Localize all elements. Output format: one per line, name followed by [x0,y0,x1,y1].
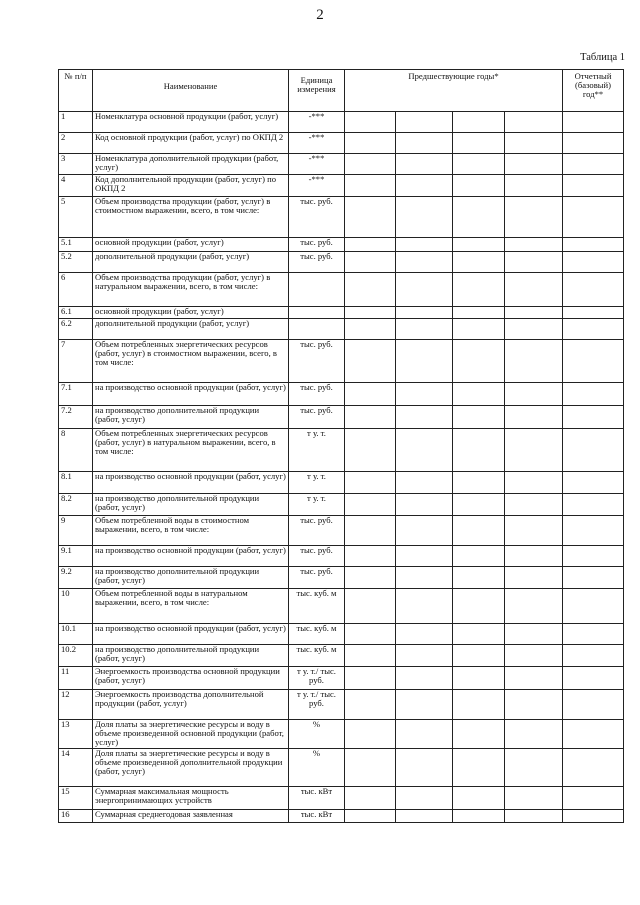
row-number: 15 [59,787,93,810]
row-unit: тыс. куб. м [289,645,345,667]
row-unit: т у. т. [289,494,345,516]
row-number: 5.1 [59,238,93,252]
year-cell [345,494,396,516]
row-name: Объем потребленных энергетических ресурсов (работ, услуг) в натуральном выражении, всего, в том числе: [93,429,289,472]
year-cell [505,340,563,383]
row-number: 5 [59,197,93,238]
year-cell [396,645,453,667]
year-cell [505,252,563,273]
table-row [59,307,624,319]
row-name: дополнительной продукции (работ, услуг) [93,252,289,273]
row-unit: тыс. руб. [289,406,345,429]
row-unit: тыс. куб. м [289,589,345,624]
row-name: Доля платы за энергетические ресурсы и воду в объеме произведенной основной продукции (работ, услуг) [93,720,289,749]
row-number: 12 [59,690,93,720]
year-cell [453,690,505,720]
row-name: Объем потребленной воды в натуральном выражении, всего, в том числе: [93,589,289,624]
year-cell [396,810,453,823]
table-row [59,112,624,133]
year-cell [453,252,505,273]
row-unit: тыс. руб. [289,340,345,383]
table-row [59,546,624,567]
year-cell [505,787,563,810]
year-cell [505,133,563,154]
year-cell [396,494,453,516]
table-row [59,720,624,749]
row-unit: т у. т./ тыс. руб. [289,667,345,690]
year-cell [505,319,563,340]
table-row [59,667,624,690]
report-year-cell [563,406,624,429]
row-name: Объем потребленных энергетических ресурсов (работ, услуг) в стоимостном выражении, всего, в том числе: [93,340,289,383]
row-unit: т у. т. [289,429,345,472]
row-name: Объем производства продукции (работ, услуг) в стоимостном выражении, всего, в том числе: [93,197,289,238]
data-table [58,69,624,823]
header-unit: Единица измерения [289,70,345,112]
year-cell [505,472,563,494]
row-name: на производство основной продукции (работ, услуг) [93,546,289,567]
year-cell [345,516,396,546]
row-name: Код дополнительной продукции (работ, услуг) по ОКПД 2 [93,175,289,197]
table-row [59,494,624,516]
year-cell [345,307,396,319]
year-cell [453,238,505,252]
year-cell [345,340,396,383]
year-cell [396,472,453,494]
row-name: Код основной продукции (работ, услуг) по ОКПД 2 [93,133,289,154]
year-cell [453,133,505,154]
report-year-cell [563,175,624,197]
table-row [59,273,624,307]
year-cell [345,589,396,624]
year-cell [505,307,563,319]
year-cell [345,238,396,252]
year-cell [505,690,563,720]
row-unit: тыс. кВт [289,810,345,823]
row-unit [289,307,345,319]
year-cell [345,133,396,154]
table-row [59,567,624,589]
year-cell [396,319,453,340]
row-name: на производство дополнительной продукции (работ, услуг) [93,567,289,589]
row-name: Суммарная максимальная мощность энергопринимающих устройств [93,787,289,810]
year-cell [453,406,505,429]
year-cell [396,720,453,749]
report-year-cell [563,810,624,823]
header-report-year: Отчетный (базовый) год** [563,70,624,112]
row-number: 14 [59,749,93,787]
year-cell [505,154,563,175]
year-cell [453,787,505,810]
table-header-row [59,70,624,112]
year-cell [505,273,563,307]
table-row [59,238,624,252]
row-unit: т у. т. [289,472,345,494]
year-cell [345,624,396,645]
year-cell [505,238,563,252]
row-name: Номенклатура дополнительной продукции (работ, услуг) [93,154,289,175]
year-cell [505,175,563,197]
year-cell [345,197,396,238]
header-previous-years: Предшествующие годы* [345,70,563,112]
year-cell [505,406,563,429]
row-unit: тыс. руб. [289,546,345,567]
row-name: на производство дополнительной продукции (работ, услуг) [93,406,289,429]
report-year-cell [563,197,624,238]
year-cell [345,810,396,823]
report-year-cell [563,340,624,383]
year-cell [345,749,396,787]
year-cell [453,197,505,238]
row-number: 1 [59,112,93,133]
row-name: Объем потребленной воды в стоимостном выражении, всего, в том числе: [93,516,289,546]
report-year-cell [563,667,624,690]
year-cell [453,112,505,133]
year-cell [396,197,453,238]
report-year-cell [563,690,624,720]
year-cell [453,749,505,787]
table-row [59,787,624,810]
year-cell [505,429,563,472]
report-year-cell [563,787,624,810]
row-number: 10 [59,589,93,624]
year-cell [453,624,505,645]
row-number: 11 [59,667,93,690]
row-number: 3 [59,154,93,175]
row-name: Энергоемкость производства дополнительной продукции (работ, услуг) [93,690,289,720]
report-year-cell [563,319,624,340]
row-unit: -*** [289,112,345,133]
year-cell [396,624,453,645]
row-unit: тыс. руб. [289,383,345,406]
year-cell [505,589,563,624]
year-cell [396,667,453,690]
year-cell [453,667,505,690]
year-cell [345,787,396,810]
row-name: на производство дополнительной продукции (работ, услуг) [93,494,289,516]
table-row [59,340,624,383]
year-cell [396,406,453,429]
year-cell [345,645,396,667]
year-cell [505,720,563,749]
year-cell [396,749,453,787]
report-year-cell [563,273,624,307]
table-row [59,810,624,823]
row-unit: -*** [289,175,345,197]
year-cell [453,546,505,567]
row-number: 7.1 [59,383,93,406]
table-row [59,319,624,340]
year-cell [345,567,396,589]
year-cell [505,197,563,238]
row-number: 16 [59,810,93,823]
year-cell [345,273,396,307]
report-year-cell [563,383,624,406]
row-number: 2 [59,133,93,154]
report-year-cell [563,307,624,319]
table-row [59,406,624,429]
year-cell [505,645,563,667]
row-unit: тыс. руб. [289,197,345,238]
row-number: 9.2 [59,567,93,589]
row-name: Объем производства продукции (работ, услуг) в натуральном выражении, всего, в том числе: [93,273,289,307]
report-year-cell [563,154,624,175]
year-cell [345,546,396,567]
report-year-cell [563,494,624,516]
row-name: на производство основной продукции (работ, услуг) [93,383,289,406]
year-cell [505,749,563,787]
year-cell [453,589,505,624]
year-cell [396,546,453,567]
table-caption: Таблица 1 [580,52,625,63]
year-cell [453,319,505,340]
row-unit [289,273,345,307]
row-number: 13 [59,720,93,749]
row-name: Номенклатура основной продукции (работ, услуг) [93,112,289,133]
table-row [59,690,624,720]
year-cell [453,154,505,175]
year-cell [396,112,453,133]
year-cell [345,383,396,406]
year-cell [453,810,505,823]
row-unit: % [289,720,345,749]
row-number: 5.2 [59,252,93,273]
row-name: на производство дополнительной продукции (работ, услуг) [93,645,289,667]
year-cell [453,494,505,516]
row-name: основной продукции (работ, услуг) [93,238,289,252]
year-cell [345,175,396,197]
report-year-cell [563,238,624,252]
row-number: 6 [59,273,93,307]
year-cell [505,546,563,567]
row-number: 9 [59,516,93,546]
table-row [59,624,624,645]
row-name: на производство основной продукции (работ, услуг) [93,624,289,645]
year-cell [396,429,453,472]
year-cell [396,340,453,383]
report-year-cell [563,252,624,273]
year-cell [396,154,453,175]
year-cell [453,645,505,667]
row-unit: тыс. руб. [289,567,345,589]
table-row [59,175,624,197]
year-cell [396,383,453,406]
year-cell [345,252,396,273]
row-unit: -*** [289,154,345,175]
year-cell [505,624,563,645]
report-year-cell [563,546,624,567]
year-cell [345,154,396,175]
year-cell [396,690,453,720]
year-cell [396,516,453,546]
row-number: 10.2 [59,645,93,667]
year-cell [396,273,453,307]
row-unit [289,319,345,340]
table-row [59,589,624,624]
row-unit: тыс. кВт [289,787,345,810]
table-row [59,429,624,472]
row-number: 8.1 [59,472,93,494]
row-unit: % [289,749,345,787]
row-name: Доля платы за энергетические ресурсы и воду в объеме произведенной дополнительной продукции (работ, услуг) [93,749,289,787]
year-cell [345,112,396,133]
year-cell [345,406,396,429]
row-number: 7.2 [59,406,93,429]
table-row [59,154,624,175]
row-number: 6.1 [59,307,93,319]
year-cell [505,567,563,589]
table-row [59,749,624,787]
year-cell [505,112,563,133]
row-name: на производство основной продукции (работ, услуг) [93,472,289,494]
row-number: 9.1 [59,546,93,567]
year-cell [453,340,505,383]
year-cell [453,429,505,472]
row-name: Суммарная среднегодовая заявленная [93,810,289,823]
year-cell [396,238,453,252]
report-year-cell [563,133,624,154]
year-cell [396,133,453,154]
row-number: 7 [59,340,93,383]
year-cell [505,667,563,690]
year-cell [505,383,563,406]
table-row [59,383,624,406]
report-year-cell [563,472,624,494]
row-number: 6.2 [59,319,93,340]
report-year-cell [563,645,624,667]
header-num: № п/п [59,70,93,112]
year-cell [453,472,505,494]
row-unit: тыс. куб. м [289,624,345,645]
row-unit: т у. т./ тыс. руб. [289,690,345,720]
year-cell [453,383,505,406]
table-row [59,516,624,546]
report-year-cell [563,567,624,589]
row-number: 10.1 [59,624,93,645]
year-cell [453,273,505,307]
year-cell [396,252,453,273]
report-year-cell [563,720,624,749]
row-number: 4 [59,175,93,197]
year-cell [396,307,453,319]
row-unit: тыс. руб. [289,516,345,546]
table-row [59,252,624,273]
row-unit: тыс. руб. [289,252,345,273]
table-row [59,133,624,154]
report-year-cell [563,624,624,645]
year-cell [396,175,453,197]
year-cell [345,319,396,340]
year-cell [345,720,396,749]
header-name: Наименование [93,70,289,112]
year-cell [505,810,563,823]
page-number: 2 [316,7,324,23]
table-row [59,472,624,494]
row-name: основной продукции (работ, услуг) [93,307,289,319]
year-cell [345,429,396,472]
year-cell [396,567,453,589]
report-year-cell [563,749,624,787]
row-number: 8.2 [59,494,93,516]
report-year-cell [563,589,624,624]
year-cell [396,589,453,624]
row-number: 8 [59,429,93,472]
row-unit: -*** [289,133,345,154]
table-row [59,197,624,238]
year-cell [345,472,396,494]
table-row [59,645,624,667]
report-year-cell [563,429,624,472]
year-cell [505,516,563,546]
year-cell [453,516,505,546]
row-name: Энергоемкость производства основной продукции (работ, услуг) [93,667,289,690]
row-unit: тыс. руб. [289,238,345,252]
year-cell [345,690,396,720]
row-name: дополнительной продукции (работ, услуг) [93,319,289,340]
year-cell [505,494,563,516]
report-year-cell [563,112,624,133]
report-year-cell [563,516,624,546]
year-cell [345,667,396,690]
year-cell [453,307,505,319]
year-cell [453,720,505,749]
year-cell [453,175,505,197]
year-cell [396,787,453,810]
year-cell [453,567,505,589]
